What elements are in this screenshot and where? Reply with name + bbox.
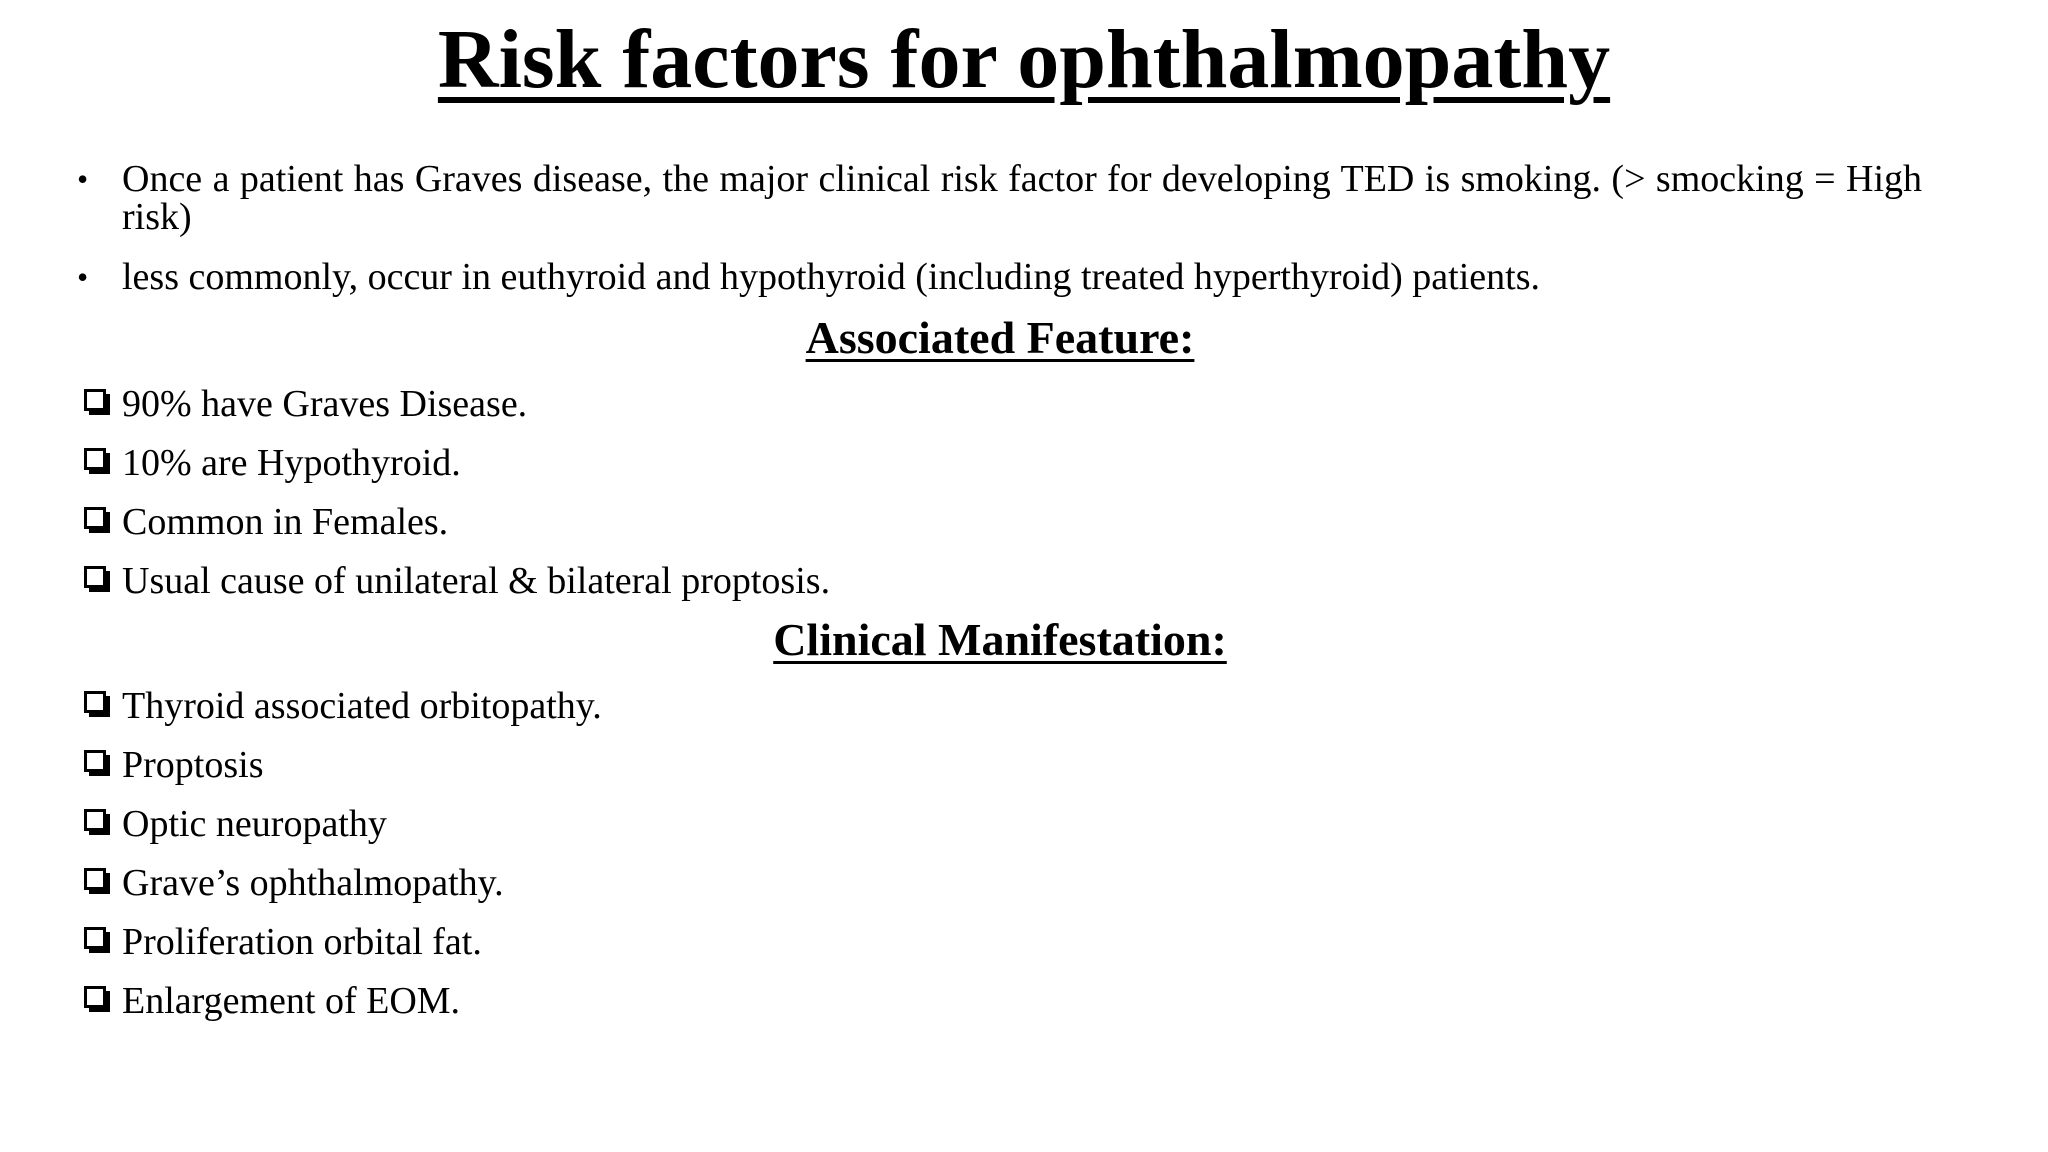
associated-feature-heading: Associated Feature: [805,312,1195,363]
list-item-text: Optic neuropathy [122,803,387,845]
list-item-text: 10% are Hypothyroid. [122,442,461,484]
list-item [84,977,1884,1036]
shadowed-checkbox-icon [84,809,110,835]
bullet-text: Once a patient has Graves disease, the major clinical risk factor for developing TED is smoking. (> smocking = High risk) [122,158,1922,238]
clinical-manifestation-list [84,682,1884,1036]
shadowed-checkbox-icon [84,986,110,1012]
list-item-text: Proptosis [122,744,264,786]
list-item-text: Thyroid associated orbitopathy. [122,685,602,727]
shadowed-checkbox-icon [84,691,110,717]
list-item-text: Grave’s ophthalmopathy. [122,862,504,904]
list-item [84,380,1884,439]
risk-factor-bullets [72,160,1922,318]
shadowed-checkbox-icon [84,868,110,894]
list-item-text: Common in Females. [122,501,449,543]
list-item [84,859,1884,918]
shadowed-checkbox-icon [84,927,110,953]
list-item [84,741,1884,800]
shadowed-checkbox-icon [84,566,110,592]
bullet-dot-icon: • [77,259,89,295]
shadowed-checkbox-icon [84,750,110,776]
shadowed-checkbox-icon [84,448,110,474]
list-item [84,918,1884,977]
list-item [84,439,1884,498]
list-item [84,682,1884,741]
list-item [84,800,1884,859]
list-item [84,498,1884,557]
list-item-text: Enlargement of EOM. [122,980,461,1022]
bullet-item [72,160,1922,236]
list-item [84,557,1884,616]
list-item-text: Proliferation orbital fat. [122,921,482,963]
bullet-item [72,258,1922,296]
shadowed-checkbox-icon [84,389,110,415]
shadowed-checkbox-icon [84,507,110,533]
bullet-dot-icon: • [77,161,89,197]
associated-feature-list [84,380,1884,616]
bullet-text: less commonly, occur in euthyroid and hypothyroid (including treated hyperthyroid) patients. [122,256,1540,298]
list-item-text: 90% have Graves Disease. [122,383,528,425]
slide-title: Risk factors for ophthalmopathy [437,13,1611,106]
list-item-text: Usual cause of unilateral & bilateral proptosis. [122,560,831,602]
clinical-manifestation-heading: Clinical Manifestation: [773,614,1227,665]
